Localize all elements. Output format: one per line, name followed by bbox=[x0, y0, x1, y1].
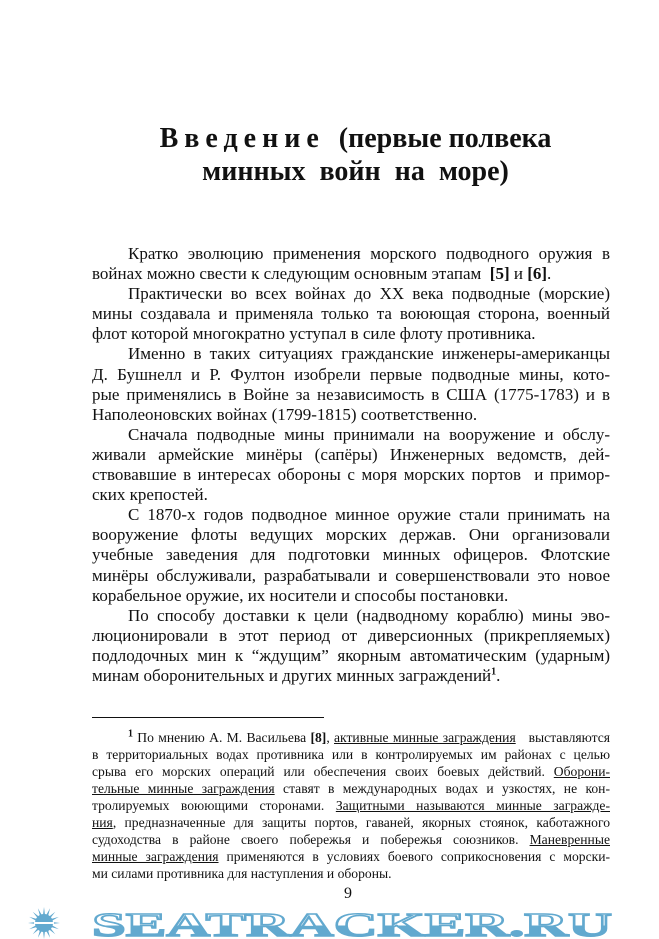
body-line bbox=[92, 566, 610, 586]
text-segment: войнах можно свести к следующим основным этапам bbox=[92, 264, 490, 284]
footnote-divider bbox=[92, 717, 324, 718]
body-line bbox=[92, 385, 610, 405]
text-segment: флот которой многократно уступал в силе флоту противника. bbox=[92, 324, 536, 344]
text-segment: тролируемых воюющими сторонами. bbox=[92, 798, 336, 813]
text-segment: , bbox=[326, 730, 335, 745]
text-segment: Д. Бушнелл и Р. Фултон изобрели первые подводные мины, кото- bbox=[92, 364, 610, 384]
body-line bbox=[92, 485, 610, 505]
text-segment: Кратко эволюцию применения морского подводного оружия в bbox=[128, 244, 610, 263]
footnote-line bbox=[92, 797, 610, 814]
body-line bbox=[92, 425, 610, 445]
text-segment: ставят в международных водах и узкостях, не кон- bbox=[274, 781, 610, 796]
text-segment: судоходства в районе своего побережья и побережья союзников. bbox=[92, 832, 530, 847]
watermark-text: SEATRACKER.RU bbox=[92, 907, 612, 939]
body-line bbox=[92, 525, 610, 545]
body-line bbox=[92, 244, 610, 264]
text-segment: С 1870-х годов подводное минное оружие стали принимать на bbox=[128, 505, 610, 525]
text-segment: и bbox=[509, 264, 528, 284]
text-segment: люционировали в этот период от диверсионных (прикрепляемых) bbox=[92, 625, 610, 645]
title-line-2: минных войн на море) bbox=[202, 156, 509, 187]
term: Маневренные bbox=[529, 832, 610, 847]
body-line bbox=[92, 666, 610, 686]
footnote-line bbox=[92, 814, 610, 831]
body-line bbox=[92, 505, 610, 525]
text-segment: , предназначенные для защиты портов, гаваней, якорных стоянок, каботажного bbox=[112, 815, 610, 830]
footnote-line bbox=[92, 848, 610, 865]
reference: [5] bbox=[489, 264, 510, 284]
term: Защитными называются минные загражде- bbox=[335, 798, 610, 813]
term: тельные минные заграждения bbox=[92, 781, 275, 796]
text-segment: учебные заведения для подготовки минных офицеров. Флотские bbox=[92, 545, 610, 565]
body-line bbox=[92, 365, 610, 385]
text-segment: вооружение флоты ведущих морских держав. Они организовали bbox=[92, 525, 610, 545]
body-line bbox=[92, 606, 610, 626]
footnote bbox=[92, 729, 610, 882]
text-segment: ских крепостей. bbox=[92, 485, 208, 505]
footnote-line bbox=[92, 831, 610, 848]
footnote-line bbox=[92, 746, 610, 763]
body-line bbox=[92, 284, 610, 304]
body-text bbox=[92, 244, 610, 686]
chapter-title bbox=[0, 122, 659, 188]
footnote-marker: 1 bbox=[491, 666, 497, 678]
text-segment: в территориальных водах противника или в контролируемых им районах с целью bbox=[92, 747, 610, 762]
title-subtitle: (первые полвека bbox=[338, 123, 552, 154]
text-segment: Практически во всех войнах до XX века подводные (морские) bbox=[128, 284, 610, 304]
text-segment: По способу доставки к цели (надводному кораблю) мины эво- bbox=[128, 605, 610, 625]
text-segment: ми силами противника для наступления и обороны. bbox=[92, 866, 392, 881]
text-segment: корабельное оружие, их носители и способы постановки. bbox=[92, 585, 509, 605]
term: Оборони- bbox=[553, 764, 610, 779]
footnote-line bbox=[92, 865, 610, 882]
sun-icon bbox=[28, 907, 60, 939]
text-segment: рые применялись в Войне за независимость в США (1775-1783) и в bbox=[92, 384, 610, 404]
body-line bbox=[92, 405, 610, 425]
watermark-logo bbox=[0, 905, 659, 939]
text-segment: срыва его морских операций или обеспечения своих боевых действий. bbox=[92, 764, 554, 779]
text-segment: По мнению А. М. Васильева bbox=[133, 730, 311, 745]
text-segment: подлодочных мин к “ждущим” якорным автоматическим (ударным) bbox=[92, 645, 610, 665]
text-segment: . bbox=[547, 264, 552, 284]
body-line bbox=[92, 626, 610, 646]
text-segment: применяются в условиях боевого соприкосновения с морски- bbox=[218, 849, 611, 864]
text-segment: ствовавшие в интересах обороны с моря морских портов и примор- bbox=[92, 465, 610, 485]
body-line bbox=[92, 344, 610, 364]
text-segment: живали армейские минёры (сапёры) Инженерных ведомств, дей- bbox=[92, 444, 610, 464]
text-segment: минёры обслуживали, разрабатывали и совершенствовали это новое bbox=[92, 565, 610, 585]
text-segment: Сначала подводные мины принимали на вооружение и обслу- bbox=[128, 424, 610, 444]
term: минные заграждения bbox=[92, 849, 219, 864]
footnote-line bbox=[92, 763, 610, 780]
body-line bbox=[92, 304, 610, 324]
text-segment: минам оборонительных и других минных заграждений bbox=[92, 665, 492, 685]
body-line bbox=[92, 646, 610, 666]
page-number: 9 bbox=[344, 885, 352, 902]
text-segment: выставляются bbox=[515, 730, 610, 745]
title-line-1 bbox=[52, 122, 659, 155]
body-line bbox=[92, 545, 610, 565]
body-line bbox=[92, 445, 610, 465]
footnote-line bbox=[92, 729, 610, 746]
text-segment: . bbox=[496, 665, 501, 685]
term: активные минные заграждения bbox=[334, 730, 516, 745]
title-word: Введение bbox=[159, 123, 325, 154]
body-line bbox=[92, 264, 610, 284]
term: ния bbox=[92, 815, 113, 830]
body-line bbox=[92, 324, 610, 344]
footnote-marker: 1 bbox=[128, 728, 133, 740]
reference: [6] bbox=[527, 264, 548, 284]
reference: [8] bbox=[310, 730, 327, 745]
text-segment: Именно в таких ситуациях гражданские инженеры-американцы bbox=[128, 344, 610, 364]
body-line bbox=[92, 465, 610, 485]
body-line bbox=[92, 586, 610, 606]
text-segment: мины создавала и применяла только та воюющая сторона, военный bbox=[92, 304, 610, 324]
text-segment: Наполеоновских войнах (1799-1815) соответственно. bbox=[92, 404, 478, 424]
footnote-line bbox=[92, 780, 610, 797]
